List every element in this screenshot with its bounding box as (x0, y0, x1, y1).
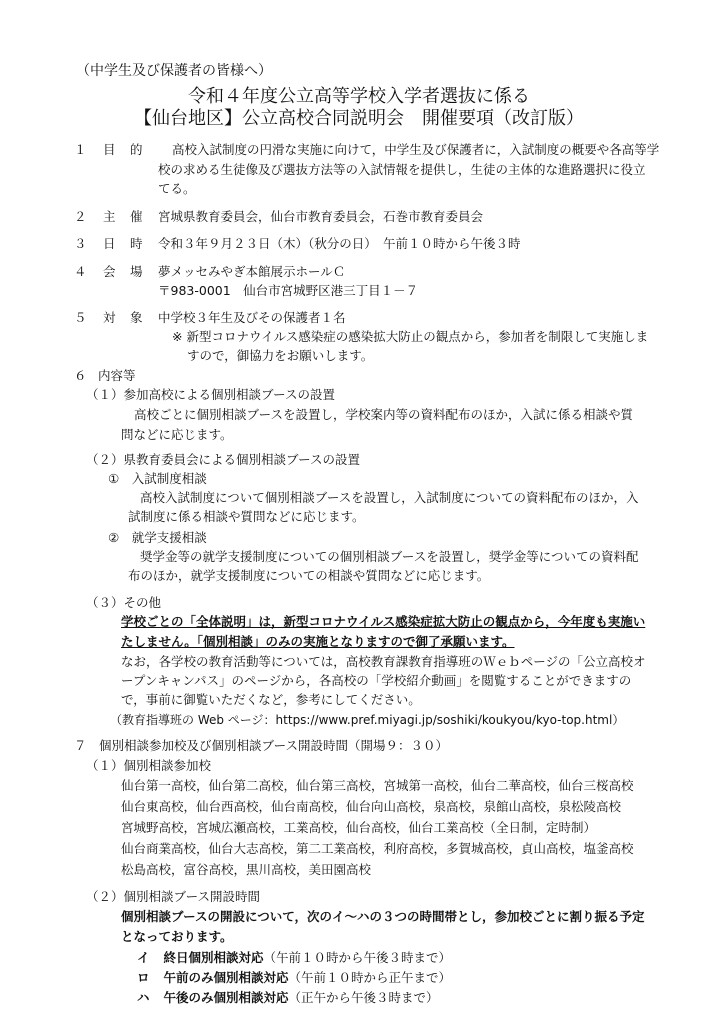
venue-label: 会 場 (103, 264, 144, 279)
venue-number: ４ (74, 264, 87, 279)
content-sub2-item2-title: ② 就学支援相談 (108, 530, 207, 545)
school-list-line-1: 仙台第一高校，仙台第二高校，仙台第三高校，宮城第一高校，仙台二華高校，仙台三桜高校 (121, 778, 634, 793)
content-sub2-item1-line-2: 試制度に係る相談や質問などに応じます。 (128, 509, 365, 524)
date-text: 令和３年９月２３日（木）（秋分の日） 午前１０時から午後３時 (158, 236, 521, 251)
time-slot-row (137, 992, 439, 1005)
content-sub1-line-1: 高校ごとに個別相談ブースを設置し，学校案内等の資料配布のほか，入試に係る相談や質 (134, 407, 634, 422)
content-sub2-title: （２）県教育委員会による個別相談ブースの設置 (86, 452, 361, 467)
schedule-sub2-line-2: となっております。 (121, 929, 233, 944)
school-list-line-2: 仙台東高校，仙台西高校，仙台南高校，仙台向山高校，泉高校，泉館山高校，泉松陵高校 (121, 799, 622, 814)
school-list-line-4: 仙台商業高校，仙台大志高校，第二工業高校，利府高校，多賀城高校，貞山高校，塩釜高校 (121, 841, 634, 856)
title-line-1: 令和４年度公立高等学校入学者選抜に係る (188, 86, 530, 107)
content-sub2-item1-line-1: 高校入試制度について個別相談ブースを設置し，入試制度についての資料配布のほか，入 (140, 490, 639, 505)
time-slot-mark: イ (137, 950, 150, 965)
time-slot-time: （正午から午後３時まで） (288, 990, 439, 1005)
schedule-title: ７ 個別相談参加校及び個別相談ブース開設時間（開場９：３０） (74, 738, 449, 753)
content-sub2-item2-line-2: 布のほか，就学支援制度についての相談や質問などに応じます。 (128, 568, 490, 583)
schedule-sub1-title: （１）個別相談参加校 (86, 758, 212, 773)
time-slot-name: 午後のみ個別相談対応 (163, 990, 289, 1005)
time-slot-name: 終日個別相談対応 (163, 950, 264, 965)
target-number: ５ (74, 310, 87, 325)
time-slot-row (137, 952, 451, 965)
venue-address: 〒983-0001 仙台市宮城野区港三丁目１－７ (158, 283, 419, 298)
school-list-line-3: 宮城野高校，宮城広瀬高校，工業高校，仙台高校，仙台工業高校（全日制，定時制） (121, 820, 597, 835)
content-sub1-title: （１）参加高校による個別相談ブースの設置 (86, 387, 336, 402)
content-sub2-item2-line-1: 奨学金等の就学支援制度についての個別相談ブースを設置し，奨学金等についての資料配 (140, 549, 639, 564)
addressee: （中学生及び保護者の皆様へ） (76, 63, 272, 79)
content-sub3-url-line: （教育指導班の Web ページ：https://www.pref.miyagi.jp/soshiki/koukyou/kyo-top.html） (110, 713, 625, 727)
time-slot-name: 午前のみ個別相談対応 (163, 970, 289, 985)
time-slot-mark: ハ (137, 990, 150, 1005)
time-slot-row (137, 972, 451, 985)
content-sub1-line-2: 問などに応じます。 (121, 427, 233, 442)
target-note-line-2: すので，御協力をお願いします。 (187, 348, 374, 363)
content-sub3-title: （３）その他 (86, 595, 162, 610)
schedule-sub2-line-1: 個別相談ブースの開設について，次のイ～ハの３つの時間帯とし，参加校ごとに割り振る予定 (121, 909, 645, 924)
host-text: 宮城県教育委員会，仙台市教育委員会，石巻市教育委員会 (158, 209, 484, 224)
target-note-line-1: ※ 新型コロナウイルス感染症の感染拡大防止の観点から，参加者を制限して実施しま (172, 329, 649, 344)
content-sub3-notice-line-2: たしません。「個別相談」のみの実施となりますので御了承願います。 (121, 634, 515, 649)
purpose-label: 目 的 (103, 142, 144, 157)
content-sub2-item1-title: ① 入試制度相談 (108, 471, 207, 486)
content-label: 内容等 (98, 368, 136, 383)
content-number: ６ (74, 368, 87, 383)
purpose-line-3: てる。 (158, 181, 196, 196)
content-sub3-line-3: で，事前に御覧いただくなど，参考にしてください。 (121, 692, 421, 707)
schedule-sub2-title: （２）個別相談ブース開設時間 (86, 889, 261, 904)
title-line-2: 【仙台地区】公立高校合同説明会 開催要項（改訂版） (134, 108, 584, 129)
purpose-number: １ (74, 142, 87, 157)
content-sub3-line-2: ープンキャンパス」のページから，各高校の「学校紹介動画」を閲覧することができますの (121, 673, 632, 688)
content-sub3-line-1: なお，各学校の教育活動等については，高校教育課教育指導班のＷｅｂページの「公立高校オ (121, 654, 646, 669)
date-number: ３ (74, 236, 87, 251)
school-list-line-5: 松島高校，富谷高校，黒川高校，美田園高校 (121, 862, 372, 877)
time-slot-mark: ロ (137, 970, 150, 985)
purpose-line-2: 校の求める生徒像及び選抜方法等の入試情報を提供し，生徒の主体的な進路選択に役立 (158, 162, 646, 177)
content-sub3-notice-line-1: 学校ごとの「全体説明」は，新型コロナウイルス感染症拡大防止の観点から，今年度も実施い (121, 614, 646, 629)
target-text: 中学校３年生及びその保護者１名 (158, 310, 346, 325)
time-slot-time: （午前１０時から正午まで） (288, 970, 452, 985)
target-label: 対 象 (103, 310, 144, 325)
host-label: 主 催 (103, 209, 144, 224)
venue-name: 夢メッセみやぎ本館展示ホールＣ (158, 264, 346, 279)
date-label: 日 時 (103, 236, 144, 251)
time-slot-time: （午前１０時から午後３時まで） (263, 950, 452, 965)
purpose-line-1: 高校入試制度の円滑な実施に向けて，中学生及び保護者に，入試制度の概要や各高等学 (172, 142, 660, 157)
host-number: ２ (74, 209, 87, 224)
